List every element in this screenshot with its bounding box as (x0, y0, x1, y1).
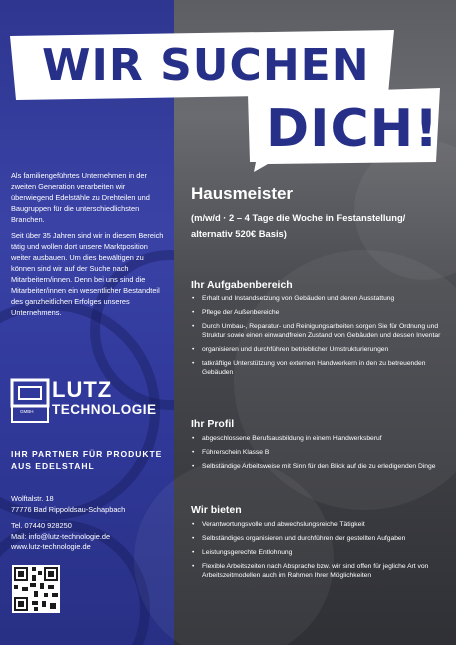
list-item: • Pflege der Außenbereiche (191, 308, 441, 317)
list-item: • Durch Umbau-, Reparatur- und Reinigungsarbeiten sorgen Sie für Ordnung und Struktur sowie einen einwandfreien Zustand von Gebäuden und dessen Inventar (191, 322, 441, 341)
tasks-list (191, 294, 441, 382)
section-title-profile: Ihr Profil (191, 418, 235, 430)
list-item: • Verantwortungsvolle und abwechslungsreiche Tätigkeit (191, 520, 441, 529)
headline-banner-2 (248, 88, 444, 172)
logo-brand-sub: TECHNOLOGIE (52, 402, 157, 417)
list-item: • tatkräftige Unterstützung von externen Handwerkern in den zu betreuenden Gebäuden (191, 359, 441, 378)
logo-brand: LUTZ (52, 377, 113, 402)
offer-list (191, 520, 441, 585)
email-link[interactable]: Mail: info@lutz-technologie.de (11, 531, 111, 541)
address-block (11, 494, 125, 515)
logo-gmbh: GMBH (20, 409, 34, 414)
phone-text: Tel. 07440 928250 (11, 521, 72, 530)
section-title-tasks: Ihr Aufgabenbereich (191, 279, 293, 291)
list-item: • Selbständige Arbeitsweise mit Sinn für den Blick auf die zu erledigenden Dinge (191, 462, 441, 471)
list-item: • Selbständiges organisieren und durchführen der gestellten Aufgaben (191, 534, 441, 543)
intro-paragraph-2: Seit über 35 Jahren sind wir in diesem Bereich tätig und wollen dort unsere Marktposition weiter ausbauen. Um dies bewältigen zu können sind wir auf der Suche nach Mitarbeitern/innen. Denn bei uns sind die Mitarbeiter/innen ein wesentlicher Bestandteil des ganzheitlichen Erfolges unseres Unternehmens. (11, 231, 164, 317)
job-title: Hausmeister (191, 184, 294, 203)
website-link[interactable]: www.lutz-technologie.de (11, 542, 91, 551)
list-item: • organisieren und durchführen betrieblicher Umstrukturierungen (191, 345, 441, 354)
logo-mark-icon (10, 378, 52, 424)
profile-list (191, 434, 441, 476)
headline-line-2: DICH! (266, 99, 439, 159)
job-subtitle: (m/w/d · 2 – 4 Tage die Woche in Festanstellung/ alternativ 520€ Basis) (191, 212, 406, 239)
intro-paragraph-1: Als familiengeführtes Unternehmen in der zweiten Generation verarbeiten wir überwiegend Edelstähle zu Drehteilen und Baugruppen für die unterschiedlichsten Branchen. (11, 171, 150, 224)
company-logo (10, 378, 166, 428)
list-item: • Erhalt und Instandsetzung von Gebäuden und deren Ausstattung (191, 294, 441, 303)
address-line: Wolftalstr. 18 (11, 494, 54, 503)
qr-code-icon[interactable] (12, 565, 60, 613)
address-line: 77776 Bad Rippoldsau-Schapbach (11, 504, 126, 514)
contact-block (11, 521, 110, 553)
partner-slogan: IHR PARTNER FÜR PRODUKTE AUS EDELSTAHL (11, 449, 163, 471)
section-title-offer: Wir bieten (191, 504, 242, 516)
list-item: • abgeschlossene Berufsausbildung in einem Handwerksberuf (191, 434, 441, 443)
list-item: • Führerschein Klasse B (191, 448, 441, 457)
headline-line-1: WIR SUCHEN (42, 40, 370, 91)
list-item: • Leistungsgerechte Entlohnung (191, 548, 441, 557)
list-item: • Flexible Arbeitszeiten nach Absprache bzw. wir sind offen für jegliche Art von Arbeitszeitmodellen auch im Rahmen Ihrer Möglichkeiten (191, 562, 441, 581)
